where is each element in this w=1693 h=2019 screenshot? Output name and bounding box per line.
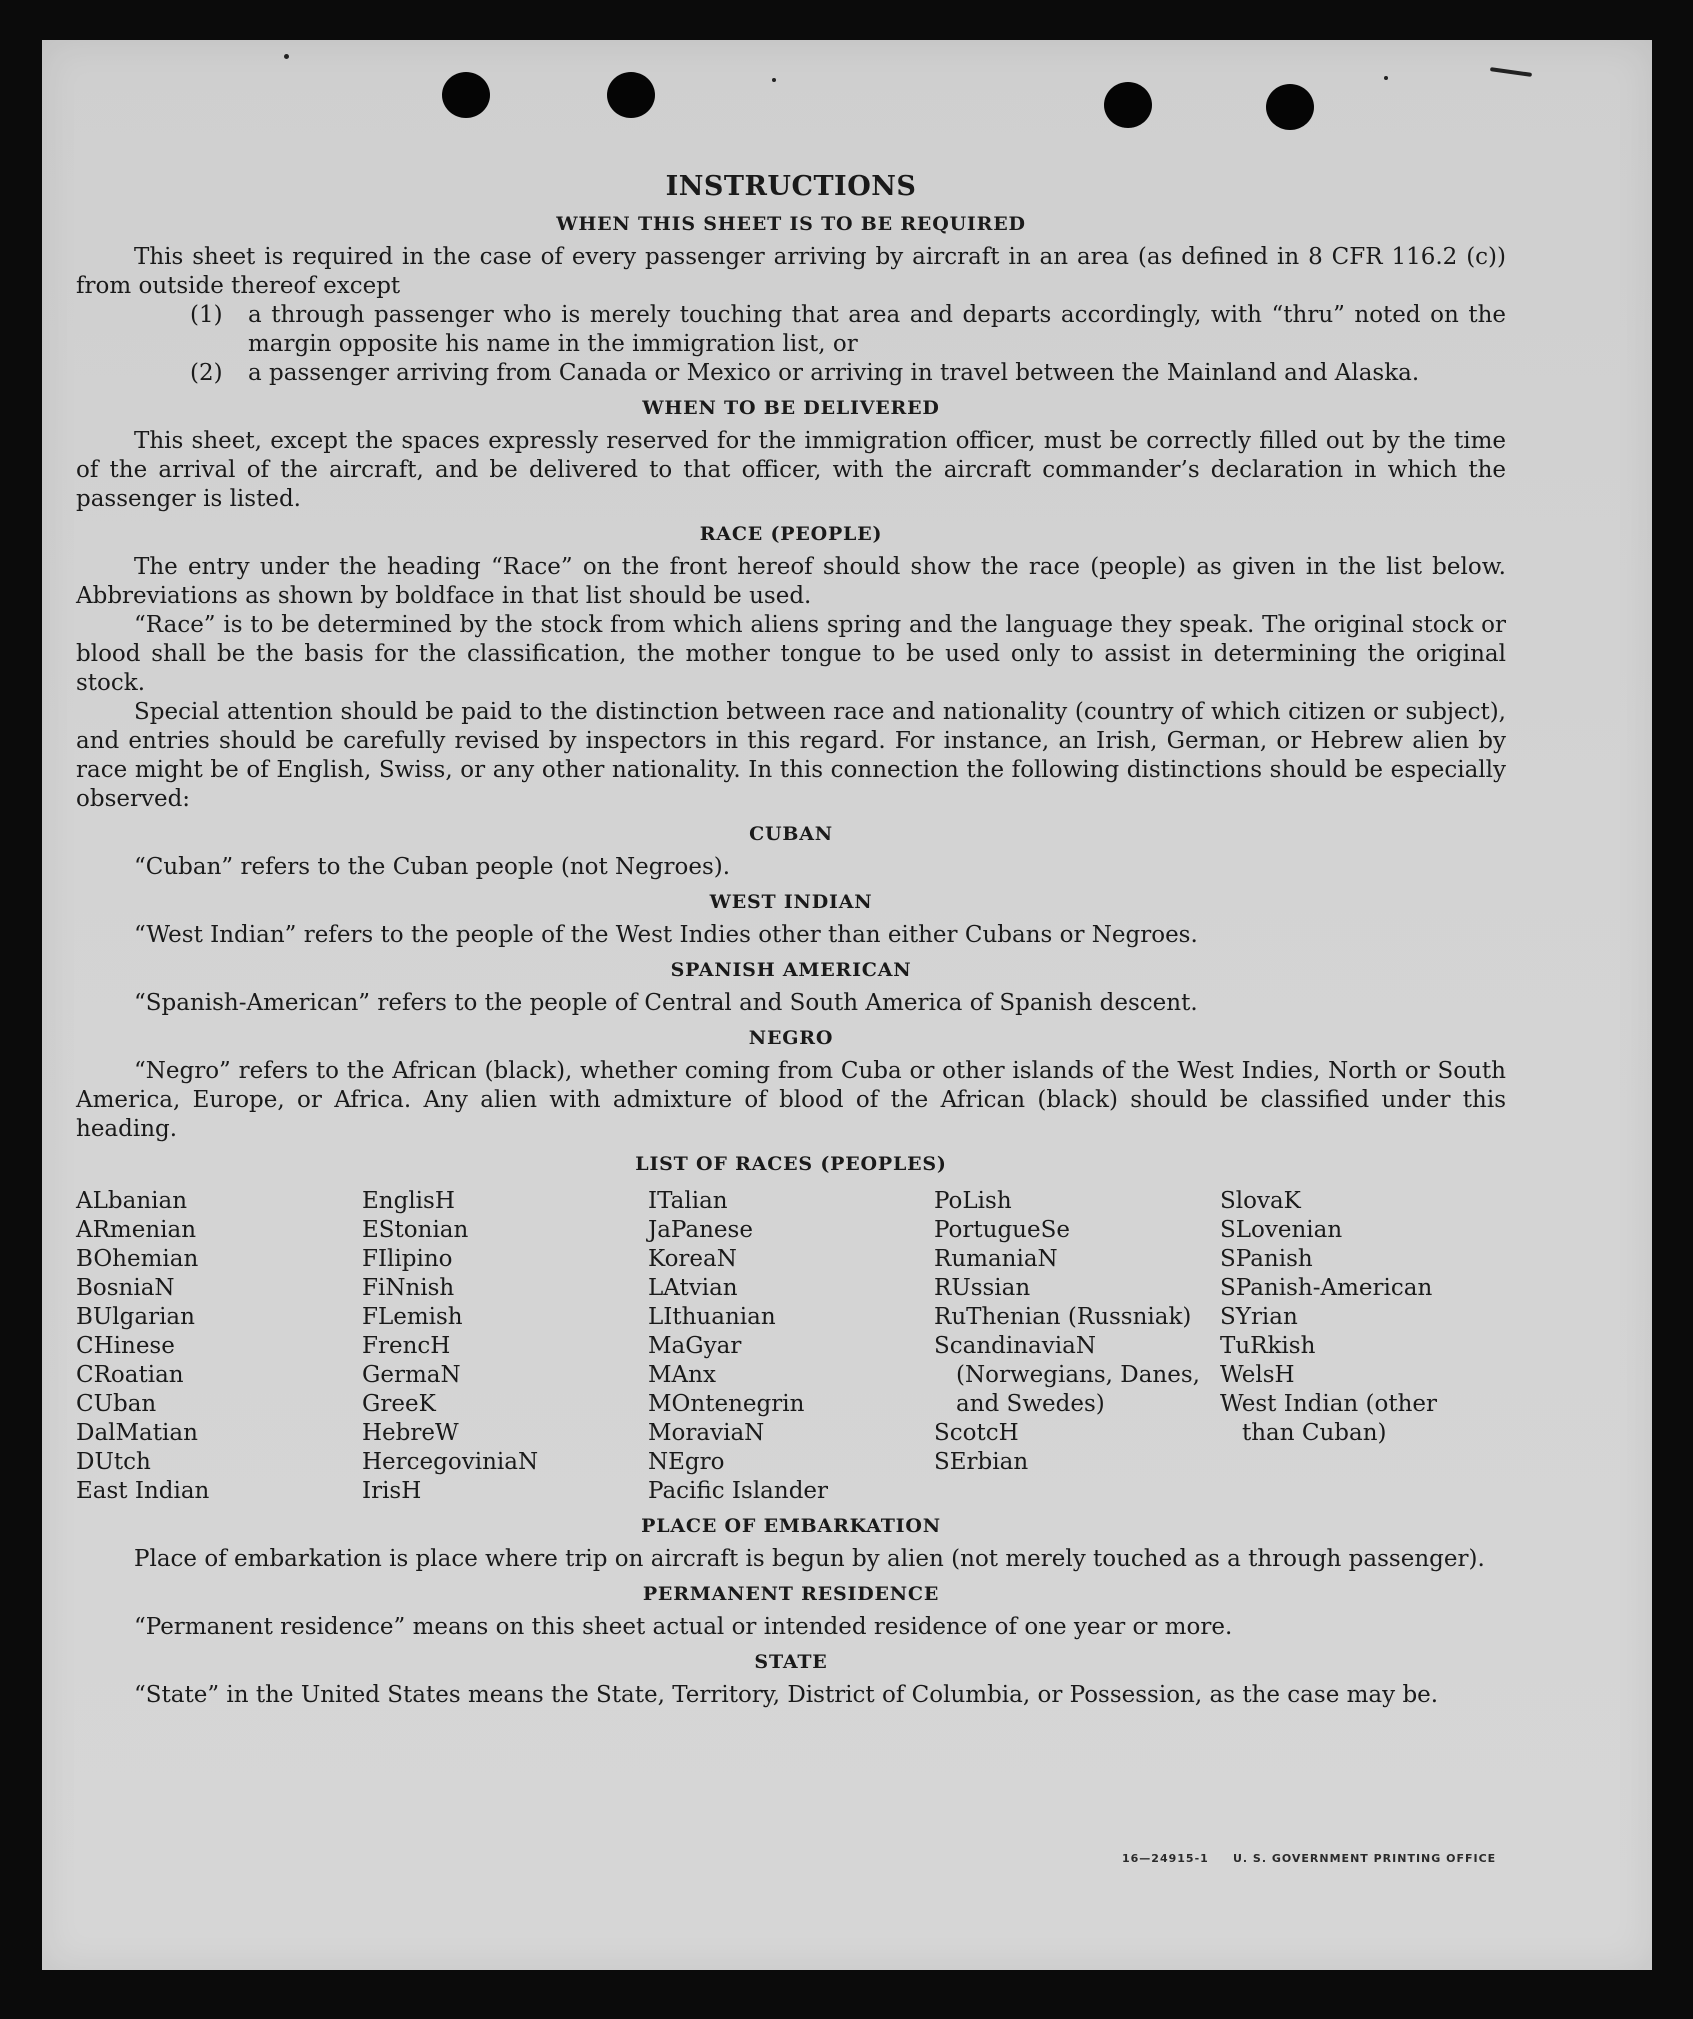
race-entry: FIlipino	[362, 1246, 453, 1272]
race-paragraph: “Race” is to be determined by the stock from which aliens spring and the language they speak. The original stock or blood shall be the basis for the classification, the mother tongue to be used only to assist in determining the original stock.	[76, 612, 1506, 696]
printer-imprint: U. S. GOVERNMENT PRINTING OFFICE	[1232, 1852, 1497, 1865]
race-entry: LIthuanian	[648, 1304, 776, 1330]
race-entry: ScandinaviaN (Norwegians, Danes, and Swedes)	[934, 1333, 1200, 1417]
race-entry: JaPanese	[648, 1217, 753, 1243]
race-entry: SPanish-American	[1220, 1275, 1433, 1301]
section-heading-spanish-american: SPANISH AMERICAN	[670, 959, 912, 981]
required-intro: This sheet is required in the case of every passenger arriving by aircraft in an area (as defined in 8 CFR 116.2 (c)) from outside thereof except	[76, 244, 1506, 299]
race-entry: ALbanian	[76, 1188, 188, 1214]
ink-speck	[284, 54, 289, 59]
west-indian-text: “West Indian” refers to the people of the West Indies other than either Cubans or Negroes.	[134, 922, 1198, 948]
race-paragraph: Special attention should be paid to the distinction between race and nationality (country of which citizen or subject), and entries should be carefully revised by inspectors in this regard. For instance, an Irish, German, or Hebrew alien by race might be of English, Swiss, or any other nationality. In this connection the following distinctions should be especially observed:	[76, 699, 1506, 812]
page-title: INSTRUCTIONS	[665, 171, 917, 202]
punch-hole	[442, 72, 490, 118]
residence-text: “Permanent residence” means on this sheet actual or intended residence of one year or more.	[134, 1614, 1233, 1640]
item-number: (1)	[190, 302, 223, 328]
spanish-american-text: “Spanish-American” refers to the people of Central and South America of Spanish descent.	[134, 990, 1198, 1016]
race-list	[76, 1187, 1506, 1506]
section-heading-west-indian: WEST INDIAN	[709, 891, 873, 913]
race-paragraph: The entry under the heading “Race” on the front hereof should show the race (people) as given in the list below. Abbreviations as shown by boldface in that list should be used.	[76, 554, 1506, 609]
race-entry: BUlgarian	[76, 1304, 195, 1330]
section-heading-state: STATE	[754, 1651, 828, 1673]
race-entry: TuRkish	[1220, 1333, 1316, 1359]
race-entry: BOhemian	[76, 1246, 199, 1272]
race-entry: Pacific Islander	[648, 1478, 829, 1504]
race-entry: CHinese	[76, 1333, 175, 1359]
race-entry: ITalian	[648, 1188, 728, 1214]
race-entry: DalMatian	[76, 1420, 198, 1446]
section-heading-residence: PERMANENT RESIDENCE	[642, 1583, 940, 1605]
race-column-1	[76, 1187, 362, 1506]
race-entry: SPanish	[1220, 1246, 1313, 1272]
race-entry: FrencH	[362, 1333, 451, 1359]
race-entry: SLovenian	[1220, 1217, 1343, 1243]
race-entry: RUssian	[934, 1275, 1031, 1301]
race-entry: CUban	[76, 1391, 157, 1417]
punch-hole	[1104, 82, 1152, 128]
race-entry: HercegoviniaN	[362, 1449, 539, 1475]
race-entry: ARmenian	[76, 1217, 197, 1243]
race-entry: FLemish	[362, 1304, 463, 1330]
exception-item	[190, 359, 1506, 388]
race-entry: ScotcH	[934, 1420, 1019, 1446]
race-entry: West Indian (other than Cuban)	[1220, 1391, 1438, 1446]
delivered-text: This sheet, except the spaces expressly reserved for the immigration officer, must be correctly filled out by the time of the arrival of the aircraft, and be delivered to that officer, with the aircraft commander’s declaration in which the passenger is listed.	[76, 428, 1506, 512]
race-entry: SlovaK	[1220, 1188, 1301, 1214]
race-entry: NEgro	[648, 1449, 725, 1475]
race-entry: BosniaN	[76, 1275, 175, 1301]
embarkation-text: Place of embarkation is place where trip on aircraft is begun by alien (not merely touched as a through passenger).	[134, 1546, 1485, 1572]
section-heading-race: RACE (PEOPLE)	[699, 523, 883, 545]
race-entry: RumaniaN	[934, 1246, 1058, 1272]
race-entry: EStonian	[362, 1217, 469, 1243]
ink-speck	[1490, 67, 1532, 77]
race-entry: FiNnish	[362, 1275, 455, 1301]
race-entry: MOntenegrin	[648, 1391, 805, 1417]
race-entry: KoreaN	[648, 1246, 737, 1272]
race-column-5	[1220, 1187, 1506, 1506]
state-text: “State” in the United States means the State, Territory, District of Columbia, or Possession, as the case may be.	[134, 1682, 1439, 1708]
punch-hole	[1266, 84, 1314, 130]
race-entry: MaGyar	[648, 1333, 742, 1359]
punch-hole	[607, 72, 655, 118]
instructions-content	[76, 170, 1506, 1710]
race-entry: EnglisH	[362, 1188, 455, 1214]
race-entry: RuThenian (Russniak)	[934, 1304, 1192, 1330]
race-entry: PortugueSe	[934, 1217, 1070, 1243]
form-footer	[1122, 1852, 1496, 1865]
negro-text: “Negro” refers to the African (black), whether coming from Cuba or other islands of the West Indies, North or South America, Europe, or Africa. Any alien with admixture of blood of the African (black) should be classified under this heading.	[76, 1058, 1506, 1142]
race-entry: East Indian	[76, 1478, 210, 1504]
race-entry: MAnx	[648, 1362, 716, 1388]
cuban-text: “Cuban” refers to the Cuban people (not Negroes).	[134, 854, 731, 880]
race-entry: CRoatian	[76, 1362, 184, 1388]
race-entry: DUtch	[76, 1449, 151, 1475]
item-text: a passenger arriving from Canada or Mexico or arriving in travel between the Mainland and Alaska.	[248, 360, 1420, 386]
item-number: (2)	[190, 360, 223, 386]
race-entry: SErbian	[934, 1449, 1029, 1475]
section-heading-cuban: CUBAN	[749, 823, 833, 845]
race-entry: WelsH	[1220, 1362, 1295, 1388]
race-entry: HebreW	[362, 1420, 459, 1446]
race-entry: IrisH	[362, 1478, 422, 1504]
race-column-3	[648, 1187, 934, 1506]
race-entry: GreeK	[362, 1391, 436, 1417]
race-column-2	[362, 1187, 648, 1506]
section-heading-embarkation: PLACE OF EMBARKATION	[641, 1515, 941, 1537]
race-column-4	[934, 1187, 1220, 1506]
ink-speck	[1384, 76, 1388, 80]
form-code: 16—24915-1	[1122, 1852, 1209, 1865]
item-text: a through passenger who is merely touching that area and departs accordingly, with “thru” noted on the margin opposite his name in the immigration list, or	[248, 302, 1506, 357]
ink-speck	[772, 78, 776, 82]
race-entry: LAtvian	[648, 1275, 738, 1301]
document-sheet	[42, 40, 1652, 1970]
exception-item	[190, 301, 1506, 359]
race-entry: SYrian	[1220, 1304, 1298, 1330]
section-heading-required: WHEN THIS SHEET IS TO BE REQUIRED	[556, 213, 1026, 235]
section-heading-list: LIST OF RACES (PEOPLES)	[635, 1153, 947, 1175]
section-heading-negro: NEGRO	[748, 1027, 834, 1049]
race-entry: GermaN	[362, 1362, 461, 1388]
race-entry: MoraviaN	[648, 1420, 765, 1446]
section-heading-delivered: WHEN TO BE DELIVERED	[642, 397, 940, 419]
race-entry: PoLish	[934, 1188, 1012, 1214]
